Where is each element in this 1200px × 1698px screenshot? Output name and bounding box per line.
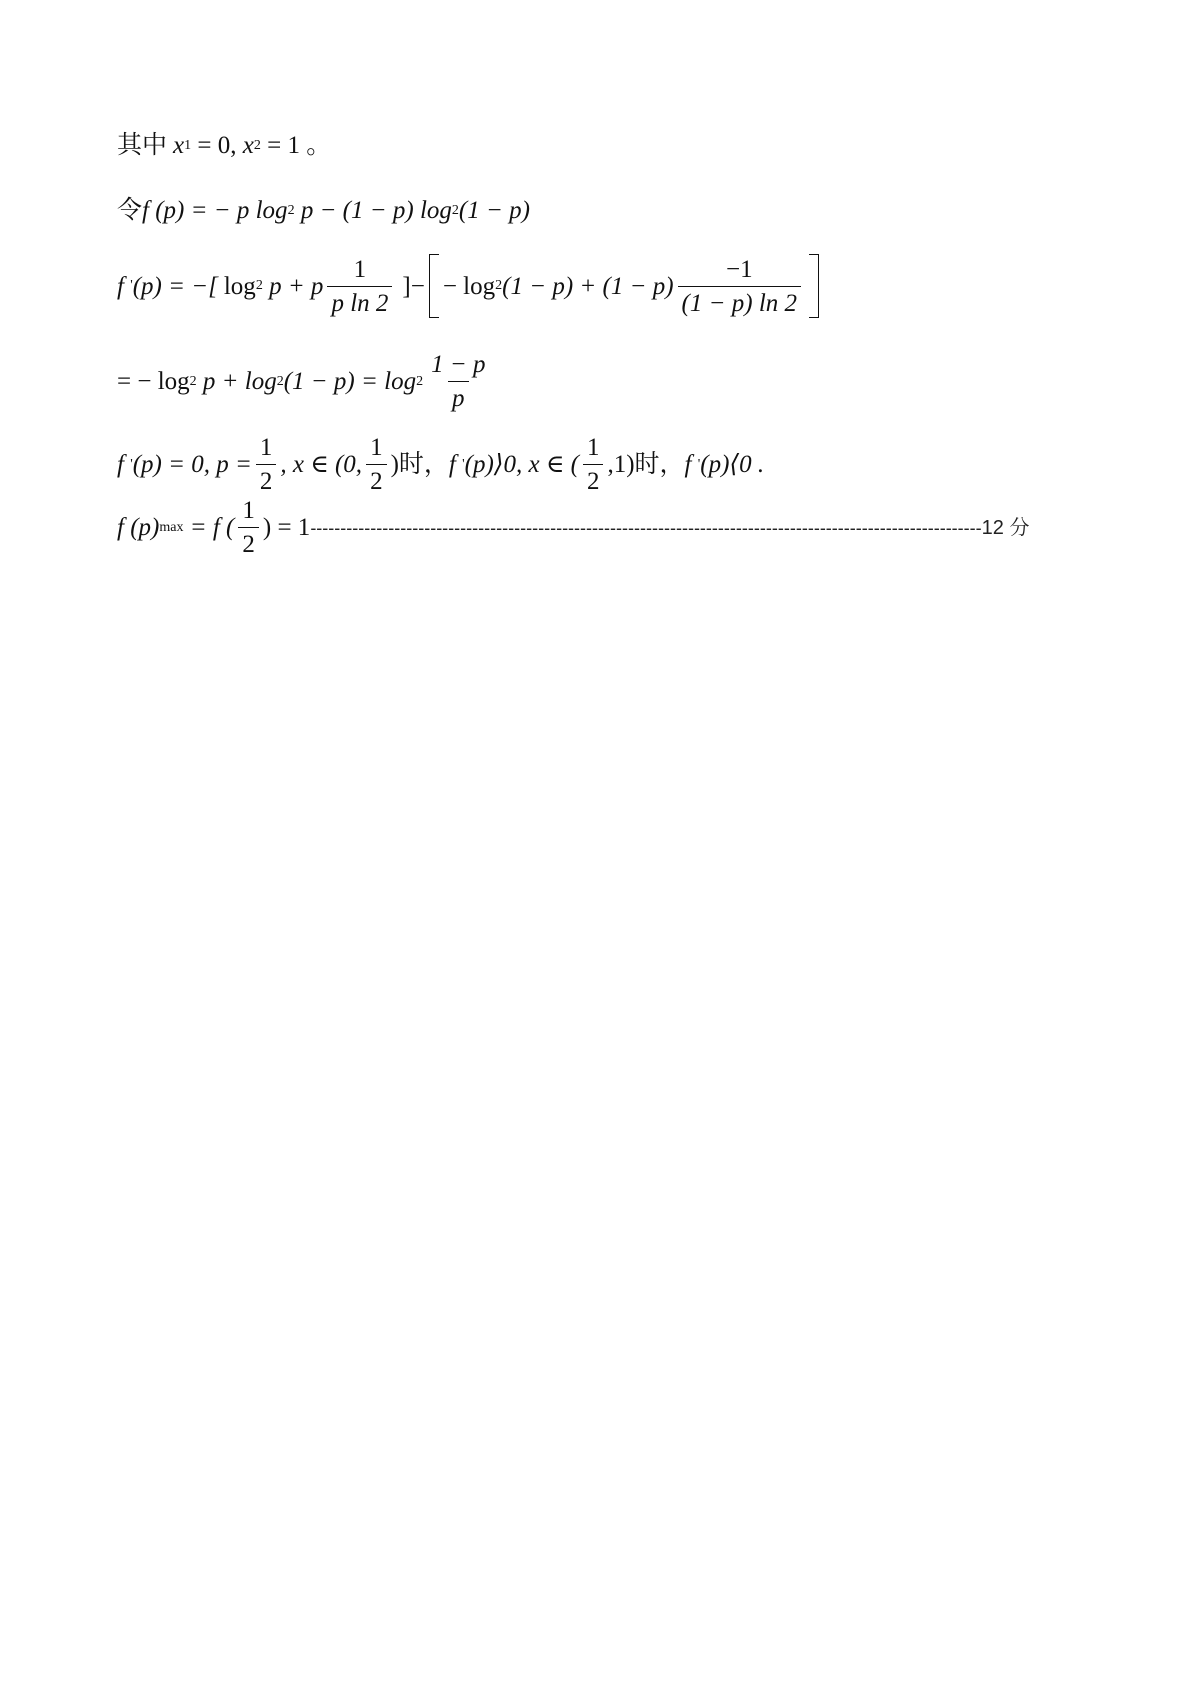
fraction: [238, 498, 259, 557]
line-simplify: [117, 352, 493, 411]
var-x2: x: [242, 132, 254, 159]
score-label: 12 分: [981, 516, 1030, 539]
end-text: 。: [299, 132, 332, 159]
expr-text: (1 − p) = log: [283, 368, 417, 395]
subscript: 2: [495, 278, 503, 293]
fraction: [366, 435, 387, 494]
fraction: [256, 435, 277, 494]
expr-text: , x ∈ (0,: [280, 451, 363, 478]
expr-text: f: [117, 272, 131, 300]
expr-text: p + log: [196, 368, 277, 395]
expr-text: f: [117, 451, 131, 478]
expr-text: ) = 1: [262, 514, 311, 541]
subscript: max: [159, 519, 184, 535]
expr-text: = f (: [183, 514, 235, 541]
fraction-numerator: 1: [242, 497, 255, 524]
fraction-denominator: 2: [238, 527, 259, 557]
fraction-denominator: (1 − p) ln 2: [678, 286, 801, 316]
fraction: [427, 352, 489, 411]
line-roots: [117, 133, 331, 158]
subscript: 2: [451, 202, 459, 218]
expr-text: p − (1 − p) log: [294, 197, 452, 224]
line-max: [117, 498, 1029, 557]
left-bracket: [429, 254, 439, 318]
log-text: log: [223, 272, 256, 300]
subscript: 2: [287, 202, 295, 218]
subscript: 2: [255, 278, 263, 293]
eq-text: = 1: [260, 132, 300, 159]
prime-mark: ': [130, 456, 133, 472]
expr-text: (1 − p): [458, 197, 530, 224]
fraction-denominator: p ln 2: [327, 286, 392, 316]
fraction-denominator: p: [448, 381, 469, 411]
expr-text: ]−: [402, 272, 425, 300]
expr-text: − log: [442, 272, 496, 300]
subscript: 1: [184, 137, 192, 153]
expr-text: (p) = 0, p =: [132, 451, 252, 478]
fraction-numerator: 1 − p: [431, 351, 486, 378]
prefix-text: 令: [117, 197, 143, 224]
subscript: 2: [189, 373, 197, 389]
fraction-numerator: 1: [586, 434, 600, 461]
prime-mark: ': [130, 278, 133, 293]
fraction-denominator: 2: [256, 464, 277, 494]
expr-text: = − log: [117, 368, 190, 395]
expr-text: p + p: [262, 272, 324, 300]
expr-text: (1 − p) + (1 − p): [502, 272, 674, 300]
expr-text: (p)⟩0, x ∈ (: [464, 451, 579, 478]
expr-text: )时，: [390, 451, 449, 478]
subscript: 2: [416, 373, 424, 389]
expr-text: f: [684, 451, 698, 478]
line-monotonic: [117, 435, 764, 494]
expr-text: f: [448, 451, 463, 478]
fraction: [583, 435, 604, 494]
subscript: 2: [253, 137, 261, 153]
line-define-f: [117, 198, 530, 223]
expr-text: f (p) = − p log: [142, 197, 288, 224]
var-x1: x: [173, 132, 185, 159]
fraction-numerator: 1: [370, 434, 383, 461]
fraction-numerator: 1: [353, 255, 367, 283]
fraction-numerator: 1: [259, 434, 273, 461]
fraction: [327, 257, 392, 316]
line-derivative: [117, 254, 823, 318]
prime-mark: ': [697, 456, 701, 472]
prime-mark: ': [462, 456, 465, 472]
right-bracket: [809, 254, 819, 318]
expr-text: (p) = −[: [132, 272, 218, 300]
eq-text: = 0,: [191, 132, 243, 159]
subscript: 2: [276, 373, 284, 389]
fraction: [678, 257, 801, 316]
fraction-numerator: −1: [725, 255, 753, 283]
expr-text: f (p): [117, 514, 160, 541]
expr-text: (p)⟨0 .: [700, 451, 765, 478]
expr-text: ,1)时，: [607, 451, 685, 478]
dash-leader: ----------------------------------------------------------------------------------------------------------------: [310, 517, 982, 538]
fraction-denominator: 2: [366, 464, 387, 494]
prefix-text: 其中: [117, 132, 168, 159]
fraction-denominator: 2: [583, 464, 604, 494]
